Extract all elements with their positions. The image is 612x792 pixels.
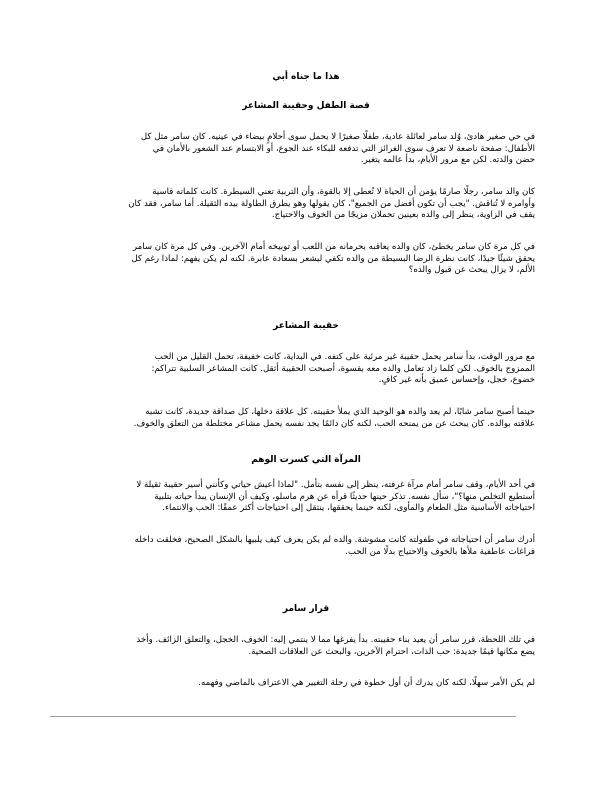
text-line: حضن والدته. لكن مع مرور الأيام، بدأ عالمه يتغير. bbox=[360, 155, 535, 166]
text-line: كان والد سامر، رجلًا صارمًا يؤمن أن الحياة لا تُعطى إلا بالقوة، وأن التربية تعني السيطرة. كانت كلماته قاسية bbox=[152, 187, 535, 197]
text-line: في حي صغير هادئ، وُلد سامر لعائلة عادية، طفلًا صغيرًا لا يحمل سوى أحلامٍ بيضاء في عينيه. كان سامر مثل كل bbox=[140, 132, 535, 142]
text-line: الأطفال: صفحة ناصعة لا تعرف سوى الغرائز التي تدفعه للبكاء عند الجوع، أو الابتسام عند الشعور بالأمان في bbox=[152, 143, 535, 154]
text-line: علاقته بوالده. كان يبحث عن من يمنحه الحب، لكنه كان دائمًا يجد نفسه يحمل مشاعر مختلطة من التعلق والخوف. bbox=[133, 418, 535, 429]
paragraph bbox=[50, 407, 535, 430]
paragraph bbox=[50, 132, 535, 167]
text-line: يحقق شيئًا جيدًا، كانت نظرة الرضا البسيطة من والده تكفي ليشعر بسعادة عابرة. لكنه لم يكن يفهم: لماذا رغم كل bbox=[131, 253, 535, 264]
text-line: الألم، لا يزال يبحث عن قبول والده؟ bbox=[408, 265, 535, 276]
text-line: يضع مكانها قيمًا جديدة: حب الذات، احترام الآخرين، والبحث عن العلاقات الصحية. bbox=[248, 646, 535, 657]
text-line: وأوامره لا تُناقش. "يجب أن تكون أفضل من الجميع"، كان يقولها وهو يطرق الطاولة بيده الثقيلة. أما سامر، فقد كان bbox=[128, 198, 535, 209]
section-heading: قرار سامر bbox=[282, 604, 330, 614]
document-title: هذا ما جناه أبي bbox=[272, 72, 340, 82]
text-line: في أحد الأيام، وقف سامر أمام مرآة غرفته، ينظر إلى نفسه بتأمل. "لماذا أعيش حياتي وكأنني أسير حقيبة ثقيلة لا bbox=[136, 480, 535, 490]
paragraph bbox=[50, 678, 535, 690]
text-line: فراغات عاطفية ملأها بالخوف والاحتياج بدلًا من الحب. bbox=[345, 546, 535, 557]
paragraph bbox=[50, 480, 535, 515]
paragraph bbox=[50, 352, 535, 387]
section-heading: المرآة التي كسرت الوهم bbox=[251, 455, 361, 465]
section-heading: قصة الطفل وحقيبة المشاعر bbox=[242, 101, 370, 111]
text-line: مع مرور الوقت، بدأ سامر يحمل حقيبة غير مرئية على كتفه. في البداية، كانت خفيفة، تحمل القليل من الحب bbox=[154, 352, 535, 362]
text-line: أدرك سامر أن احتياجاته في طفولته كانت مشوشة. والده لم يكن يعرف كيف يلبيها بالشكل الصحيح، فخلقت داخله bbox=[134, 535, 535, 545]
text-line: لم يكن الأمر سهلًا، لكنه كان يدرك أن أول خطوة في رحلة التغيير هي الاعتراف بالماضي وفهمه. bbox=[198, 678, 535, 688]
text-line: حينما أصبح سامر شابًا، لم يعد والده هو الوحيد الذي يملأ حقيبته. كل علاقة دخلها، كل صداقة جديدة، كانت تشبه bbox=[145, 407, 535, 417]
paragraph bbox=[50, 242, 535, 277]
text-line: خضوع، خجل، وإحساس عميق بأنه غير كافٍ. bbox=[378, 375, 535, 386]
text-line: يقف في الزاوية، ينظر إلى والده بعينين تحملان مزيجًا من الخوف والاحتياج. bbox=[271, 210, 535, 221]
text-line: في كل مرة كان سامر يخطئ، كان والده يعاقبه بحرمانه من اللعب أو توبيخه أمام الآخرين. وفي كل مرة كان سامر bbox=[132, 242, 535, 252]
paragraph bbox=[50, 635, 535, 658]
text-line: أستطيع التخلص منها؟"، سأل نفسه. تذكر حينها حديثًا قرأه عن هرم ماسلو، وكيف أن الإنسان يبدأ حياته بتلبية bbox=[154, 491, 535, 502]
paragraph bbox=[50, 535, 535, 558]
section-heading: حقيبة المشاعر bbox=[273, 321, 339, 331]
horizontal-divider bbox=[50, 716, 516, 717]
paragraph bbox=[50, 187, 535, 222]
text-line: الممزوج بالخوف. لكن كلما زاد تعامل والده معه بقسوة، أصبحت الحقيبة أثقل. كانت المشاعر السلبية تتراكم: bbox=[151, 363, 535, 374]
text-line: احتياجاته الأساسية مثل الطعام والمأوى، لكنه حينما يحققها، ينتقل إلى احتياجات أكثر عمقًا: الحب والانتماء. bbox=[162, 503, 535, 514]
text-line: في تلك اللحظة، قرر سامر أن يعيد بناء حقيبته. بدأ يفرغها مما لا ينتمي إليه: الخوف، الخجل، والتعلق الزائف. وأخذ bbox=[136, 635, 535, 645]
